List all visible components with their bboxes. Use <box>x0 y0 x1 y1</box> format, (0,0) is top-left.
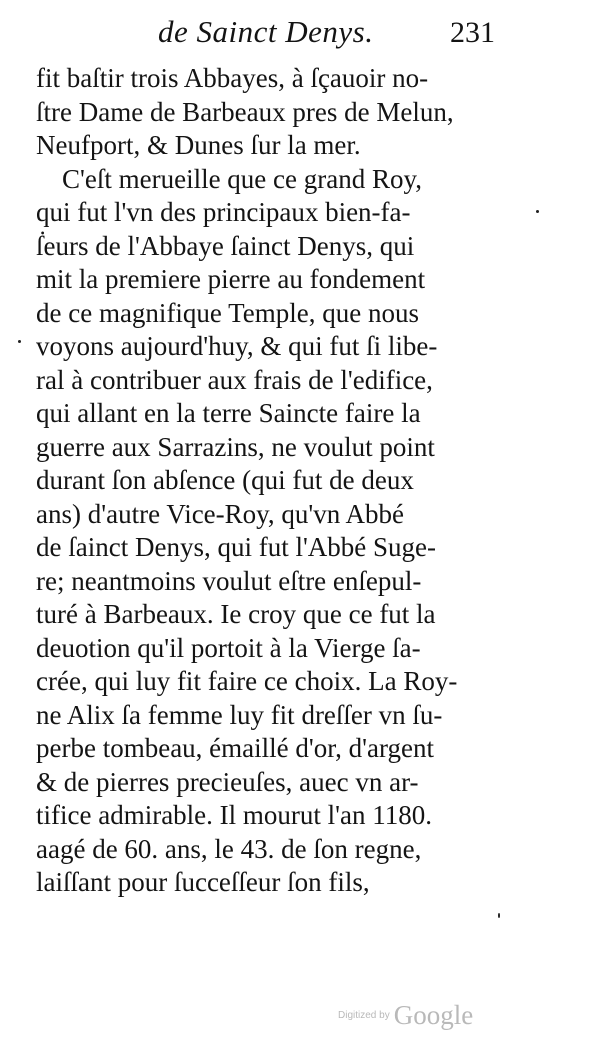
text-line: de ſainct Denys, qui fut l'Abbé Suge- <box>36 532 437 562</box>
text-line: C'eſt merueille que ce grand Roy, <box>62 163 422 194</box>
text-line: tifice admirable. Il mourut l'an 1180. <box>36 800 432 830</box>
ink-speck <box>498 913 500 918</box>
text-line: fit baſtir trois Abbayes, à ſçauoir no- <box>36 63 429 93</box>
text-line: de ce magnifique Temple, que nous <box>36 297 419 328</box>
text-line: aagé de 60. ans, le 43. de ſon regne, <box>36 833 422 864</box>
text-line: crée, qui luy fit faire ce choix. La Roy- <box>36 666 458 696</box>
text-line: & de pierres precieuſes, auec vn ar- <box>36 766 419 797</box>
text-line: voyons aujourd'huy, & qui fut ſi libe- <box>36 331 438 361</box>
ink-speck <box>536 210 539 213</box>
running-title: de Sainct Denys. <box>158 14 374 49</box>
text-line: ſtre Dame de Barbeaux pres de Melun, <box>36 96 454 127</box>
text-line: mit la premiere pierre au fondement <box>36 264 426 294</box>
text-line: turé à Barbeaux. Ie croy que ce fut la <box>36 599 436 629</box>
text-line: ral à contribuer aux frais de l'edifice, <box>36 364 433 395</box>
digitized-label: Digitized by <box>338 1010 390 1021</box>
digitized-watermark <box>338 1000 473 1031</box>
text-line: ans) d'autre Vice-Roy, qu'vn Abbé <box>36 498 405 529</box>
text-line: re; neantmoins voulut eſtre enſepul- <box>36 565 422 596</box>
body-text <box>36 62 506 900</box>
text-line: Neufport, & Dunes ſur la mer. <box>36 130 361 160</box>
text-line: qui fut l'vn des principaux bien-fa- <box>36 197 411 227</box>
text-line: laiſſant pour ſucceſſeur ſon fils, <box>36 867 370 897</box>
text-line: deuotion qu'il portoit à la Vierge ſa- <box>36 632 421 663</box>
ink-speck <box>18 340 21 343</box>
text-line: guerre aux Sarrazins, ne voulut point <box>36 431 435 462</box>
page-number: 231 <box>450 16 495 49</box>
text-line: ne Alix ſa femme luy fit dreſſer vn ſu- <box>36 699 443 730</box>
text-line: perbe tombeau, émaillé d'or, d'argent <box>36 733 434 763</box>
text-line: qui allant en la terre Saincte faire la <box>36 398 421 428</box>
google-wordmark: Google <box>393 1000 474 1030</box>
text-line: ẛeurs de l'Abbaye ſainct Denys, qui <box>36 230 415 261</box>
text-line: durant ſon abſence (qui fut de deux <box>36 465 414 495</box>
